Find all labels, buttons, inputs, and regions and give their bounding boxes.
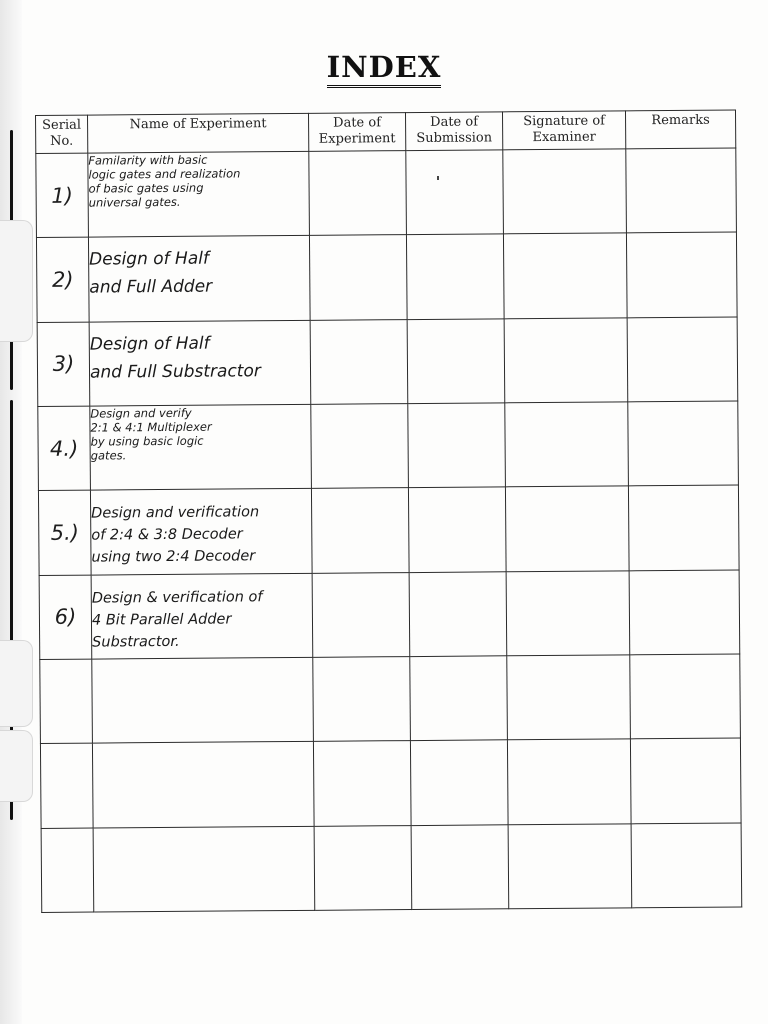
serial-cell — [41, 828, 94, 913]
date-of-submission-cell — [410, 656, 508, 741]
table-row — [38, 401, 739, 491]
serial-cell: 6) — [39, 575, 92, 660]
experiment-name-line: Design and verify — [90, 405, 192, 421]
experiment-name-line: and Full Adder — [89, 276, 213, 298]
experiment-name-line: and Full Substractor — [89, 360, 261, 383]
binder-ring — [0, 220, 33, 342]
date-of-submission-cell — [409, 571, 507, 656]
experiment-name-line: Design of Half — [89, 248, 210, 270]
experiment-name-line: 4 Bit Parallel Adder — [91, 611, 232, 629]
table-row — [36, 148, 737, 238]
experiment-name-cell — [90, 404, 312, 490]
experiment-name-line: Design & verification of — [91, 588, 263, 607]
experiment-name-cell — [92, 657, 314, 743]
experiment-name-line: of basic gates using — [88, 180, 204, 196]
signature-cell — [506, 570, 630, 655]
index-heading: INDEX — [327, 52, 442, 88]
date-of-experiment-cell — [313, 657, 411, 742]
column-header-signature: Signature of Examiner — [502, 111, 625, 150]
table-header-row — [36, 110, 736, 153]
date-of-submission-cell — [407, 318, 505, 403]
date-of-experiment-cell — [309, 235, 407, 320]
table-row — [36, 232, 737, 322]
experiment-name-line: gates. — [90, 448, 127, 463]
date-of-experiment-cell — [309, 151, 407, 236]
serial-cell — [40, 659, 93, 744]
experiment-name-line: of 2:4 & 3:8 Decoder — [91, 526, 243, 544]
experiment-name-line: Design and verification — [91, 504, 260, 522]
experiment-name-cell — [91, 573, 313, 659]
table-row — [37, 317, 738, 407]
serial-cell: 4.) — [38, 406, 91, 491]
remarks-cell — [628, 485, 739, 570]
column-header-serial: Serial No. — [36, 115, 88, 153]
signature-cell — [504, 318, 628, 403]
binder-ring — [0, 730, 33, 802]
remarks-cell — [629, 570, 740, 655]
signature-cell — [507, 739, 631, 824]
experiment-name-cell — [93, 826, 315, 912]
remarks-cell — [630, 654, 741, 739]
serial-cell: 3) — [37, 322, 90, 407]
date-of-submission-cell — [408, 487, 506, 572]
experiment-name-cell — [89, 320, 311, 406]
table-row — [41, 823, 742, 913]
remarks-cell — [626, 148, 737, 233]
remarks-cell — [630, 738, 741, 823]
serial-cell: 1) — [36, 153, 89, 238]
experiment-name-line: Familarity with basic — [88, 152, 208, 168]
experiment-name-line: logic gates and realization — [88, 166, 241, 182]
experiment-name-cell — [88, 151, 310, 237]
column-header-remarks: Remarks — [625, 110, 735, 149]
date-of-experiment-cell — [314, 825, 412, 910]
binder-ring — [0, 640, 33, 727]
date-of-submission-cell — [408, 403, 506, 488]
experiment-name-line: by using basic logic — [90, 433, 204, 449]
pen-mark — [437, 176, 439, 180]
serial-cell — [40, 743, 93, 828]
remarks-cell — [628, 401, 739, 486]
column-header-date-of-experiment: Date of Experiment — [308, 113, 405, 152]
remarks-cell — [631, 823, 742, 908]
table-row — [40, 738, 741, 828]
signature-cell — [505, 486, 629, 571]
experiment-name-cell — [92, 742, 314, 828]
date-of-submission-cell — [406, 234, 504, 319]
signature-cell — [503, 233, 627, 318]
remarks-cell — [627, 317, 738, 402]
experiment-name-cell — [90, 489, 312, 575]
table-body — [36, 148, 742, 912]
date-of-experiment-cell — [311, 404, 409, 489]
experiment-name-cell — [88, 236, 310, 322]
signature-cell — [503, 149, 627, 234]
table-row — [39, 570, 740, 660]
table-row — [38, 485, 739, 575]
date-of-experiment-cell — [313, 741, 411, 826]
serial-cell: 5.) — [38, 490, 91, 575]
signature-cell — [505, 402, 629, 487]
signature-cell — [508, 823, 632, 908]
date-of-experiment-cell — [312, 572, 410, 657]
date-of-submission-cell — [410, 740, 508, 825]
column-header-name: Name of Experiment — [88, 113, 309, 153]
index-table — [35, 109, 742, 912]
date-of-submission-cell — [406, 150, 504, 235]
table-row — [40, 654, 741, 744]
experiment-name-line: universal gates. — [88, 194, 181, 210]
serial-cell: 2) — [36, 237, 89, 322]
index-table-wrapper — [35, 110, 741, 913]
page-title — [0, 50, 768, 88]
signature-cell — [507, 655, 631, 740]
date-of-experiment-cell — [310, 319, 408, 404]
column-header-date-of-submission: Date of Submission — [405, 112, 502, 151]
experiment-name-line: Substractor. — [92, 633, 180, 651]
date-of-experiment-cell — [311, 488, 409, 573]
experiment-name-line: 2:1 & 4:1 Multiplexer — [90, 419, 212, 435]
experiment-name-line: using two 2:4 Decoder — [91, 548, 256, 566]
experiment-name-line: Design of Half — [89, 333, 210, 355]
date-of-submission-cell — [411, 824, 509, 909]
remarks-cell — [626, 232, 737, 317]
